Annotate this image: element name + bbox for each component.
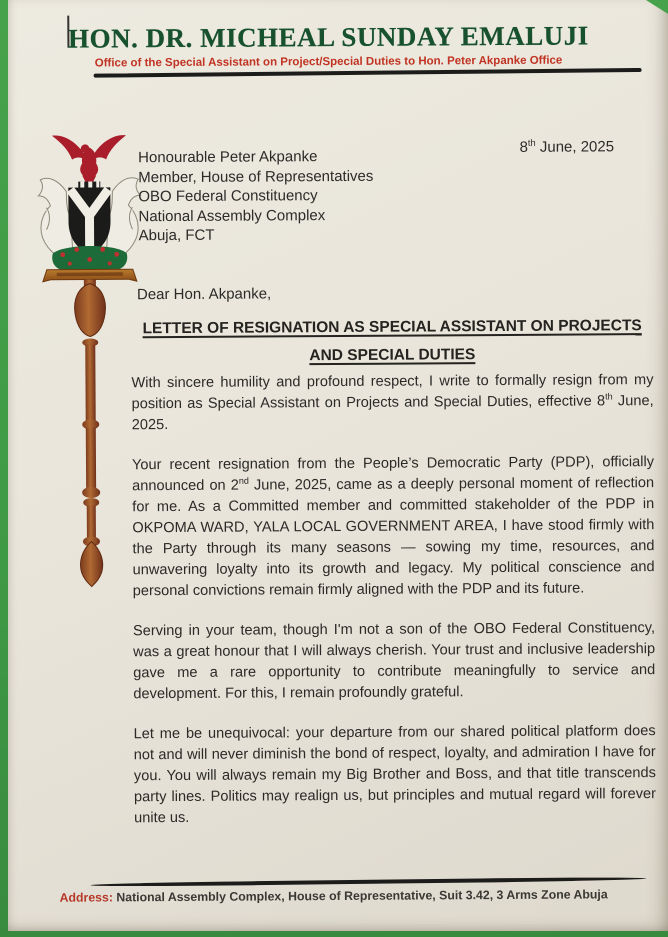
paragraph-3: Serving in your team, though I'm not a son of the OBO Federal Constituency, was a great honour that I will always cherish. Your trust and inclusive leadership gave me a rare opportunity to contribute meaningfully to service and development. For this, I remain profoundly grateful. [132, 620, 656, 703]
subject-line-1: LETTER OF RESIGNATION AS SPECIAL ASSISTANT ON PROJECTS [142, 317, 642, 338]
shield-icon [68, 187, 110, 254]
letter-content [5, 0, 668, 933]
salutation: Dear Hon. Akpanke, [136, 285, 272, 304]
paragraph-1: With sincere humility and profound respect, I write to formally resign from my position as Special Assistant on Projects and Special Duties, effective 8th June, 2025. [131, 372, 654, 434]
recipient-line: National Assembly Complex [138, 206, 326, 225]
torse [78, 181, 100, 187]
recipient-line: Member, House of Representatives [138, 167, 374, 186]
letterhead-name: HON. DR. MICHEAL SUNDAY EMALUJI [68, 20, 589, 54]
footer-address-label: Address: [59, 890, 113, 905]
ceremonial-mace-icon [74, 279, 107, 586]
recipient-line: Honourable Peter Akpanke [138, 148, 318, 167]
recipient-line: OBO Federal Constituency [138, 187, 318, 206]
horse-supporter-left [38, 178, 72, 258]
subject-line-2: AND SPECIAL DUTIES [309, 346, 476, 365]
recipient-line: Abuja, FCT [138, 226, 215, 245]
footer-address-text: National Assembly Complex, House of Representative, Suit 3.42, 3 Arms Zone Abuja [112, 887, 608, 905]
letter-body [131, 370, 656, 848]
paragraph-2: Your recent resignation from the People’s Democratic Party (PDP), officially announced on 2nd June, 2025, came as a deeply personal moment of reflection for me. As a Committed member and committed stakeholder of the PDP in OKPOMA WARD, YALA LOCAL GOVERNMENT AREA, I have stood firmly with the Party through its many seasons — sowing my time, resources, and unwavering loyalty into its growth and legacy. My political conscience and personal convictions remain firmly aligned with the PDP and its future. [131, 454, 655, 600]
paragraph-4: Let me be unequivocal: your departure from our shared political platform does not and will never diminish the bond of respect, loyalty, and admiration I have for you. You will always remain my Big Brother and Boss, and that title transcends party lines. Politics may realign us, but principles and mutual regard will forever unite us. [133, 723, 657, 827]
dateline: 8th June, 2025 [519, 137, 615, 156]
recipient-address [138, 147, 374, 246]
eagle-icon [52, 135, 126, 184]
footer-address [11, 887, 657, 905]
flower-base [52, 246, 127, 270]
header-divider [94, 68, 642, 78]
subject-heading [131, 312, 653, 371]
horse-supporter-right [106, 178, 140, 258]
letter-paper [8, 0, 668, 931]
footer-divider [91, 876, 647, 887]
letterhead-office: Office of the Special Assistant on Project/Special Duties to Hon. Peter Akpanke Office [94, 54, 563, 70]
